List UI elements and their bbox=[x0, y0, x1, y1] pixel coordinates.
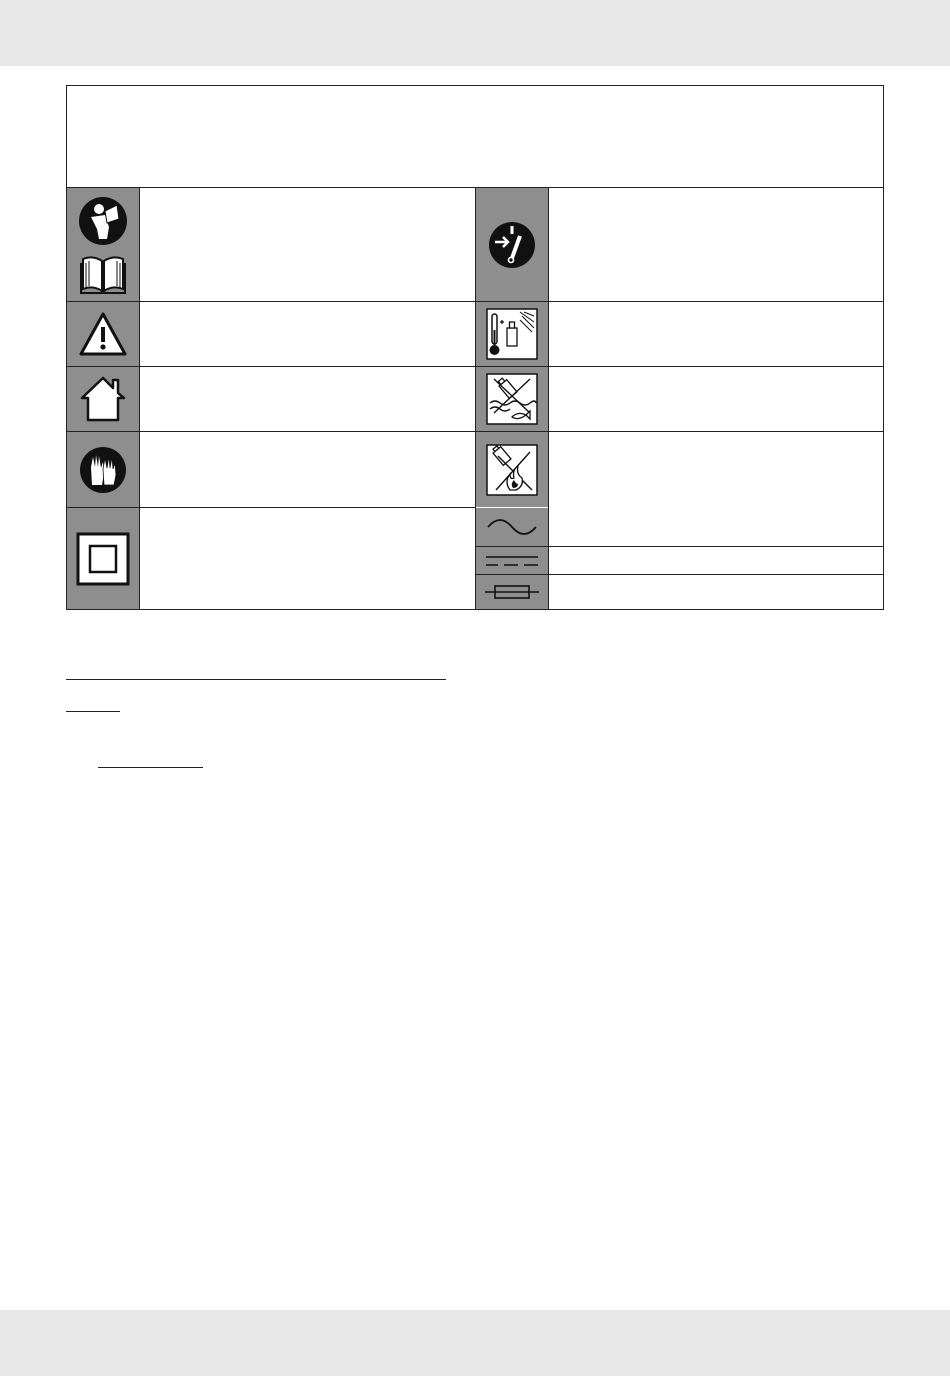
table-row bbox=[476, 432, 548, 507]
symbol-description bbox=[549, 575, 883, 609]
symbol-description bbox=[549, 188, 883, 301]
symbol-description bbox=[140, 508, 475, 609]
protection-class-ii-icon bbox=[75, 531, 131, 587]
table-row bbox=[67, 188, 139, 301]
table-row bbox=[476, 188, 548, 301]
symbol-description bbox=[140, 188, 475, 301]
table-row bbox=[67, 302, 139, 366]
table-row bbox=[476, 547, 548, 574]
warning-triangle-icon bbox=[78, 311, 128, 357]
direct-current-icon bbox=[484, 552, 540, 570]
symbol-description bbox=[549, 508, 883, 546]
table-row bbox=[476, 575, 548, 609]
table-row bbox=[476, 508, 548, 546]
symbol-description bbox=[549, 432, 883, 507]
table-row bbox=[67, 432, 139, 507]
table-header bbox=[67, 86, 883, 188]
no-water-disposal-icon bbox=[486, 373, 538, 425]
table-row bbox=[67, 367, 139, 431]
symbol-description bbox=[140, 367, 475, 431]
temperature-sun-can-icon bbox=[486, 308, 538, 360]
heading-underline bbox=[66, 679, 446, 680]
subheading-underline bbox=[98, 767, 203, 768]
table-row bbox=[67, 508, 139, 609]
subheading-underline bbox=[66, 711, 120, 712]
disconnect-plug-icon bbox=[487, 220, 537, 270]
symbol-description bbox=[549, 367, 883, 431]
table-row bbox=[476, 367, 548, 431]
alternating-current-icon bbox=[484, 515, 540, 539]
symbol-description bbox=[549, 547, 883, 574]
symbol-table bbox=[66, 85, 884, 610]
bottom-band bbox=[0, 1310, 950, 1376]
symbol-description bbox=[140, 432, 475, 507]
protective-gloves-icon bbox=[78, 445, 128, 495]
symbol-description bbox=[549, 302, 883, 366]
read-manual-icon bbox=[75, 193, 131, 297]
table-row bbox=[476, 302, 548, 366]
no-fire-disposal-icon bbox=[486, 444, 538, 496]
top-band bbox=[0, 0, 950, 66]
symbol-description bbox=[140, 302, 475, 366]
fuse-icon bbox=[483, 583, 541, 601]
indoor-use-house-icon bbox=[78, 374, 128, 424]
